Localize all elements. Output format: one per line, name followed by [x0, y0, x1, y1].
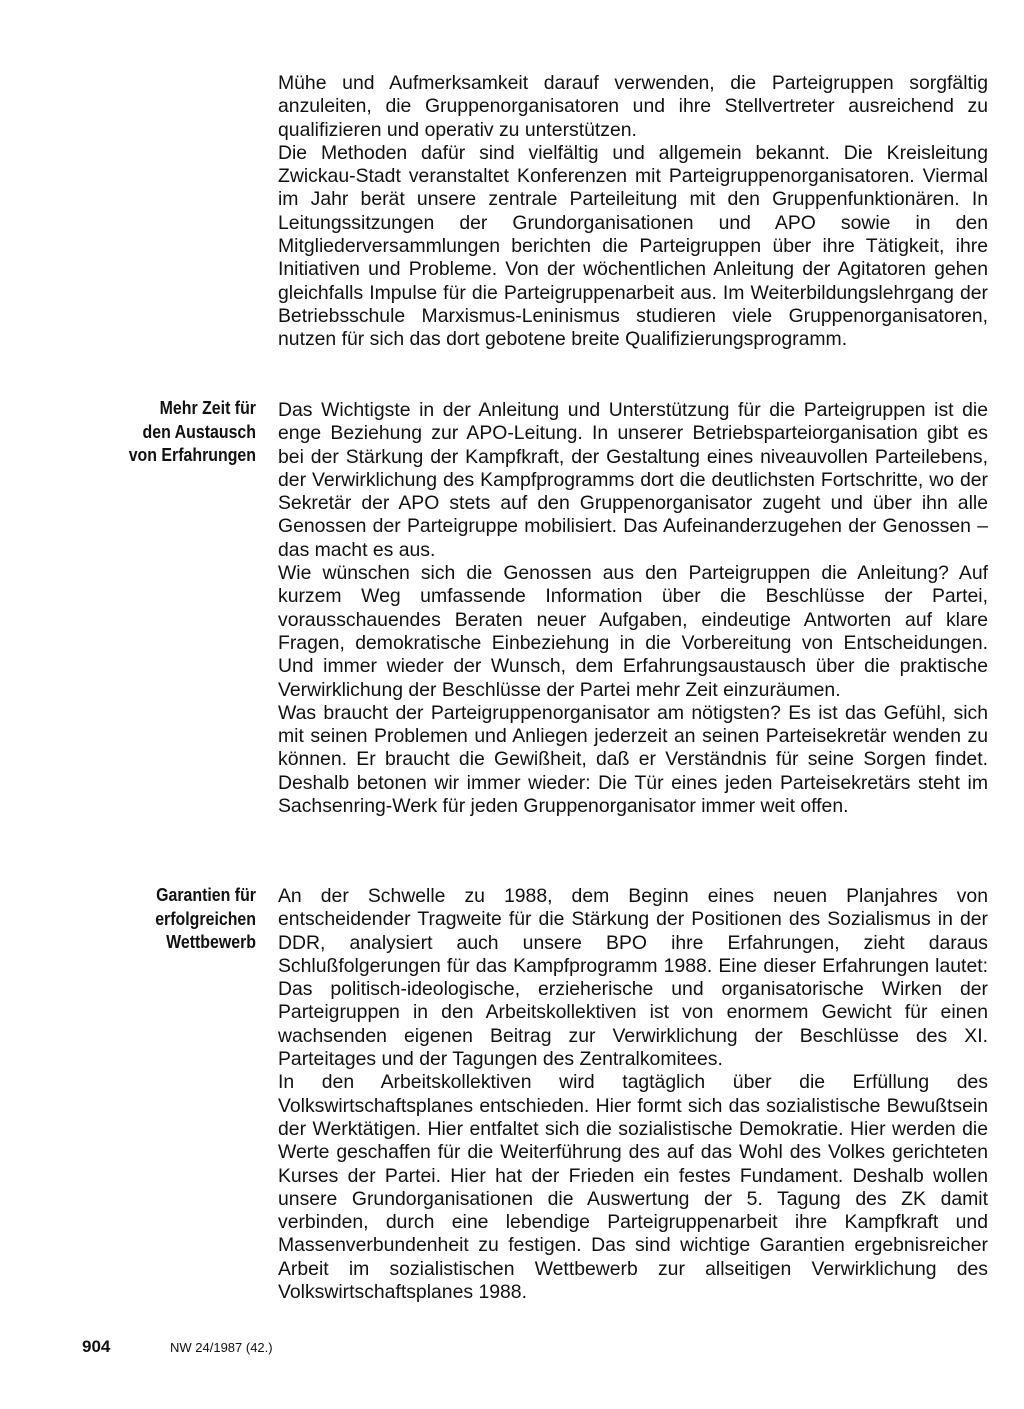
- page-number: 904: [82, 1337, 111, 1356]
- marginal-heading-line: Wettbewerb: [166, 931, 256, 952]
- text-block-competition: [278, 885, 988, 1304]
- marginal-heading-line: Garantien für: [156, 884, 256, 905]
- marginal-heading-line: von Erfahrungen: [128, 444, 256, 465]
- paragraph: Die Methoden dafür sind vielfältig und allgemein bekannt. Die Kreisleitung Zwickau-Stadt veranstaltet Konferenzen mit Parteigruppenorganisatoren. Viermal im Jahr berät unsere zentrale Parteileitung mit den Gruppenfunktionären. In Leitungssitzungen der Grundorganisationen und APO sowie in den Mitgliederversammlungen berichten die Parteigruppen über ihre Tätigkeit, ihre Initiativen und Probleme. Von der wöchentlichen Anleitung der Agitatoren gehen gleichfalls Impulse für die Parteigruppenarbeit aus. Im Weiterbildungslehrgang der Betriebsschule Marxismus-Leninismus studieren viele Gruppenorganisatoren, nutzen für sich das dort gebotene breite Qualifizierungsprogramm.: [278, 141, 988, 351]
- text-block-intro: [278, 72, 988, 352]
- marginal-heading-exchange: [122, 396, 256, 467]
- marginal-heading-line: den Austausch: [142, 420, 256, 442]
- paragraph: Das Wichtigste in der Anleitung und Unterstützung für die Parteigruppen ist die enge Beziehung zur APO-Leitung. In unserer Betriebsparteiorganisation gibt es bei der Stärkung der Kampfkraft, der Gestaltung eines niveauvollen Parteilebens, der Verwirklichung des Kampfprogramms dort die deutlichsten Fortschritte, wo der Sekretär der APO stets auf den Gruppenorganisator zugeht und über ihn alle Genossen der Parteigruppe mobilisiert. Das Aufeinanderzugehen der Genossen – das macht es aus.: [278, 399, 988, 561]
- text-block-exchange: [278, 399, 988, 818]
- paragraph: Mühe und Aufmerksamkeit darauf verwenden, die Parteigruppen sorgfältig anzuleiten, die Gruppenorganisatoren und ihre Stellvertreter ausreichend zu qualifizieren und operativ zu unterstützen.: [278, 72, 988, 141]
- paragraph: In den Arbeitskollektiven wird tagtäglich über die Erfüllung des Volkswirtschaftsplanes entschieden. Hier formt sich das sozialistische Bewußtsein der Werktätigen. Hier entfaltet sich die sozialistische Demokratie. Hier werden die Werte geschaffen für die Weiterführung des auf das Wohl des Volkes gerichteten Kurses der Partei. Hier hat der Frieden ein festes Fundament. Deshalb wollen unsere Grundorganisationen die Auswertung der 5. Tagung des ZK damit verbinden, durch eine lebendige Parteigruppenarbeit ihre Kampfkraft und Massenverbundenheit zu festigen. Das sind wichtige Garantien ergebnisreicher Arbeit im sozialistischen Wettbewerb zur allseitigen Verwirklichung des Volkswirtschaftsplanes 1988.: [278, 1071, 988, 1304]
- paragraph: Was braucht der Parteigruppenorganisator am nötigsten? Es ist das Gefühl, sich mit seinen Problemen und Anliegen jederzeit an seinen Parteisekretär wenden zu können. Er braucht die Gewißheit, daß er Verständnis für seine Sorgen findet. Deshalb betonen wir immer wieder: Die Tür eines jeden Parteisekretärs steht im Sachsenring-Werk für jeden Gruppenorganisator immer weit offen.: [278, 701, 988, 818]
- paragraph: Wie wünschen sich die Genossen aus den Parteigruppen die Anleitung? Auf kurzem Weg umfassende Information über die Beschlüsse der Partei, vorausschauendes Beraten neuer Aufgaben, eindeutige Antworten auf klare Fragen, demokratische Einbeziehung in die Vorbereitung von Entscheidungen. Und immer wieder der Wunsch, dem Erfahrungsaustausch über die praktische Verwirklichung der Beschlüsse der Partei mehr Zeit einzuräumen.: [278, 562, 988, 701]
- marginal-heading-line: Mehr Zeit für: [159, 397, 256, 418]
- marginal-heading-line: erfolgreichen: [155, 907, 256, 929]
- marginal-heading-competition: [122, 883, 256, 954]
- paragraph: An der Schwelle zu 1988, dem Beginn eines neuen Planjahres von entscheidender Tragweite für die Stärkung der Positionen des Sozialismus in der DDR, analysiert auch unsere BPO ihre Erfahrungen, zieht daraus Schlußfolgerungen für das Kampfprogramm 1988. Eine dieser Erfahrungen lautet: Das politisch-ideologische, erzieherische und organisatorische Wirken der Parteigruppen in den Arbeitskollektiven ist von enormem Gewicht für einen wachsenden eigenen Beitrag zur Verwirklichung der Beschlüsse des XI. Parteitages und der Tagungen des Zentralkomitees.: [278, 885, 988, 1071]
- issue-reference: NW 24/1987 (42.): [170, 1340, 273, 1355]
